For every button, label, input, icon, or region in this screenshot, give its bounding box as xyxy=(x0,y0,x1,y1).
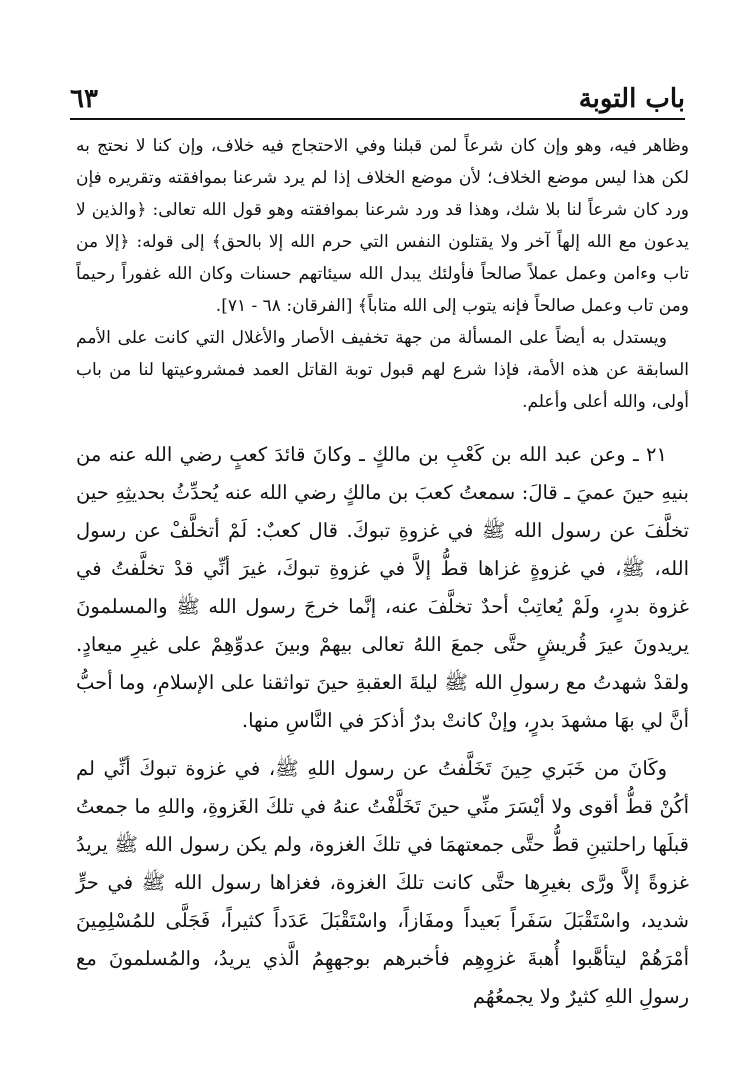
commentary-paragraph: وظاهر فيه، وهو وإن كان شرعاً لمن قبلنا وفي الاحتجاج فيه خلاف، وإن كنا لا نحتج به لكن هذا ليس موضع الخلاف؛ لأن موضع الخلاف إذا لم يرد شرعنا بموافقته وتقريره فإن ورد كان شرعاً لنا بلا شك، وهذا قد ورد شرعنا بموافقته وهو قول الله تعالى: ﴿والذين لا يدعون مع الله إلهاً آخر ولا يقتلون النفس التي حرم الله إلا بالحق﴾ إلى قوله: ﴿إلا من تاب وءامن وعمل عملاً صالحاً فأولئك يبدل الله سيئاتهم حسنات وكان الله غفوراً رحيماً ومن تاب وعمل صالحاً فإنه يتوب إلى الله متاباً﴾ [الفرقان: ٦٨ - ٧١]. xyxy=(76,136,689,316)
header-divider xyxy=(70,118,685,120)
commentary-paragraph: ويستدل به أيضاً على المسألة من جهة تخفيف الأصار والأغلال التي كانت على الأمم السابقة عن هذه الأمة، فإذا شرع لهم قبول توبة القاتل العمد فمشروعيتها لنا من باب أولى، والله أعلى وأعلم. xyxy=(76,328,689,412)
page-body xyxy=(76,130,689,1016)
hadith-paragraph: وكَانَ من خَبَري حِينَ تَخَلَّفتُ عن رسول اللهِ ﷺ، في غزوة تبوكَ أنِّي لم أكُنْ قطُّ أقوى ولا أيْسَرَ منِّي حينَ تَخَلَّفْتُ عنهُ في تلكَ الغَزوةِ، واللهِ ما جمعتُ قبلَها راحلتينِ قطُّ حتَّى جمعتهمَا في تلكَ الغزوة، ولم يكن رسول الله ﷺ يريدُ غزوةً إلاَّ ورَّى بغيرِها حتَّى كانت تلكَ الغزوة، فغزاها رسول الله ﷺ في حرٍّ شديد، واسْتَقْبَلَ سَفَراً بَعيداً ومفَازاً، واسْتَقْبَلَ عَدَداً كثيراً، فَجَلَّى للمُسْلِمِينَ أمْرَهُمْ ليتأهَّبوا أُهبةَ غزوِهِم فأخبرهم بوجههِمُ الَّذي يريدُ، والمُسلمونَ مع رسولِ اللهِ كثيرٌ ولا يجمعُهُم xyxy=(76,757,689,1008)
page-header xyxy=(70,72,685,112)
chapter-title: باب التوبة xyxy=(578,84,685,114)
hadith-paragraph: ٢١ ـ وعن عبد الله بن كَعْبِ بن مالكٍ ـ وكانَ قائدَ كعبٍ رضي الله عنه من بنيهِ حينَ عميَ ـ قالَ: سمعتُ كعبَ بن مالكٍ رضي الله عنه يُحدِّثُ بحديثِهِ حين تخلَّفَ عن رسول الله ﷺ في غزوةِ تبوكَ. قال كعبٌ: لَمْ أتخلَّفْ عن رسول الله، ﷺ، في غزوةٍ غزاها قطُّ إلاَّ في غزوةِ تبوكَ، غيرَ أنِّي قدْ تخلَّفتُ في غزوة بدرٍ، ولَمْ يُعاتِبْ أحدٌ تخلَّفَ عنه، إنَّما خرجَ رسول الله ﷺ والمسلمونَ يريدونَ عيرَ قُريشٍ حتَّى جمعَ اللهُ تعالى بيهمْ وبينَ عدوِّهِمْ على غيرِ ميعادٍ. ولقدْ شهدتُ مع رسولِ الله ﷺ ليلةَ العقبةِ حينَ تواثقنا على الإسلامِ، وما أحبُّ أنَّ لي بهَا مشهدَ بدرٍ، وإنْ كانتْ بدرٌ أذكرَ في النَّاسِ منها. xyxy=(76,443,689,732)
page-number: ٦٣ xyxy=(70,84,98,114)
